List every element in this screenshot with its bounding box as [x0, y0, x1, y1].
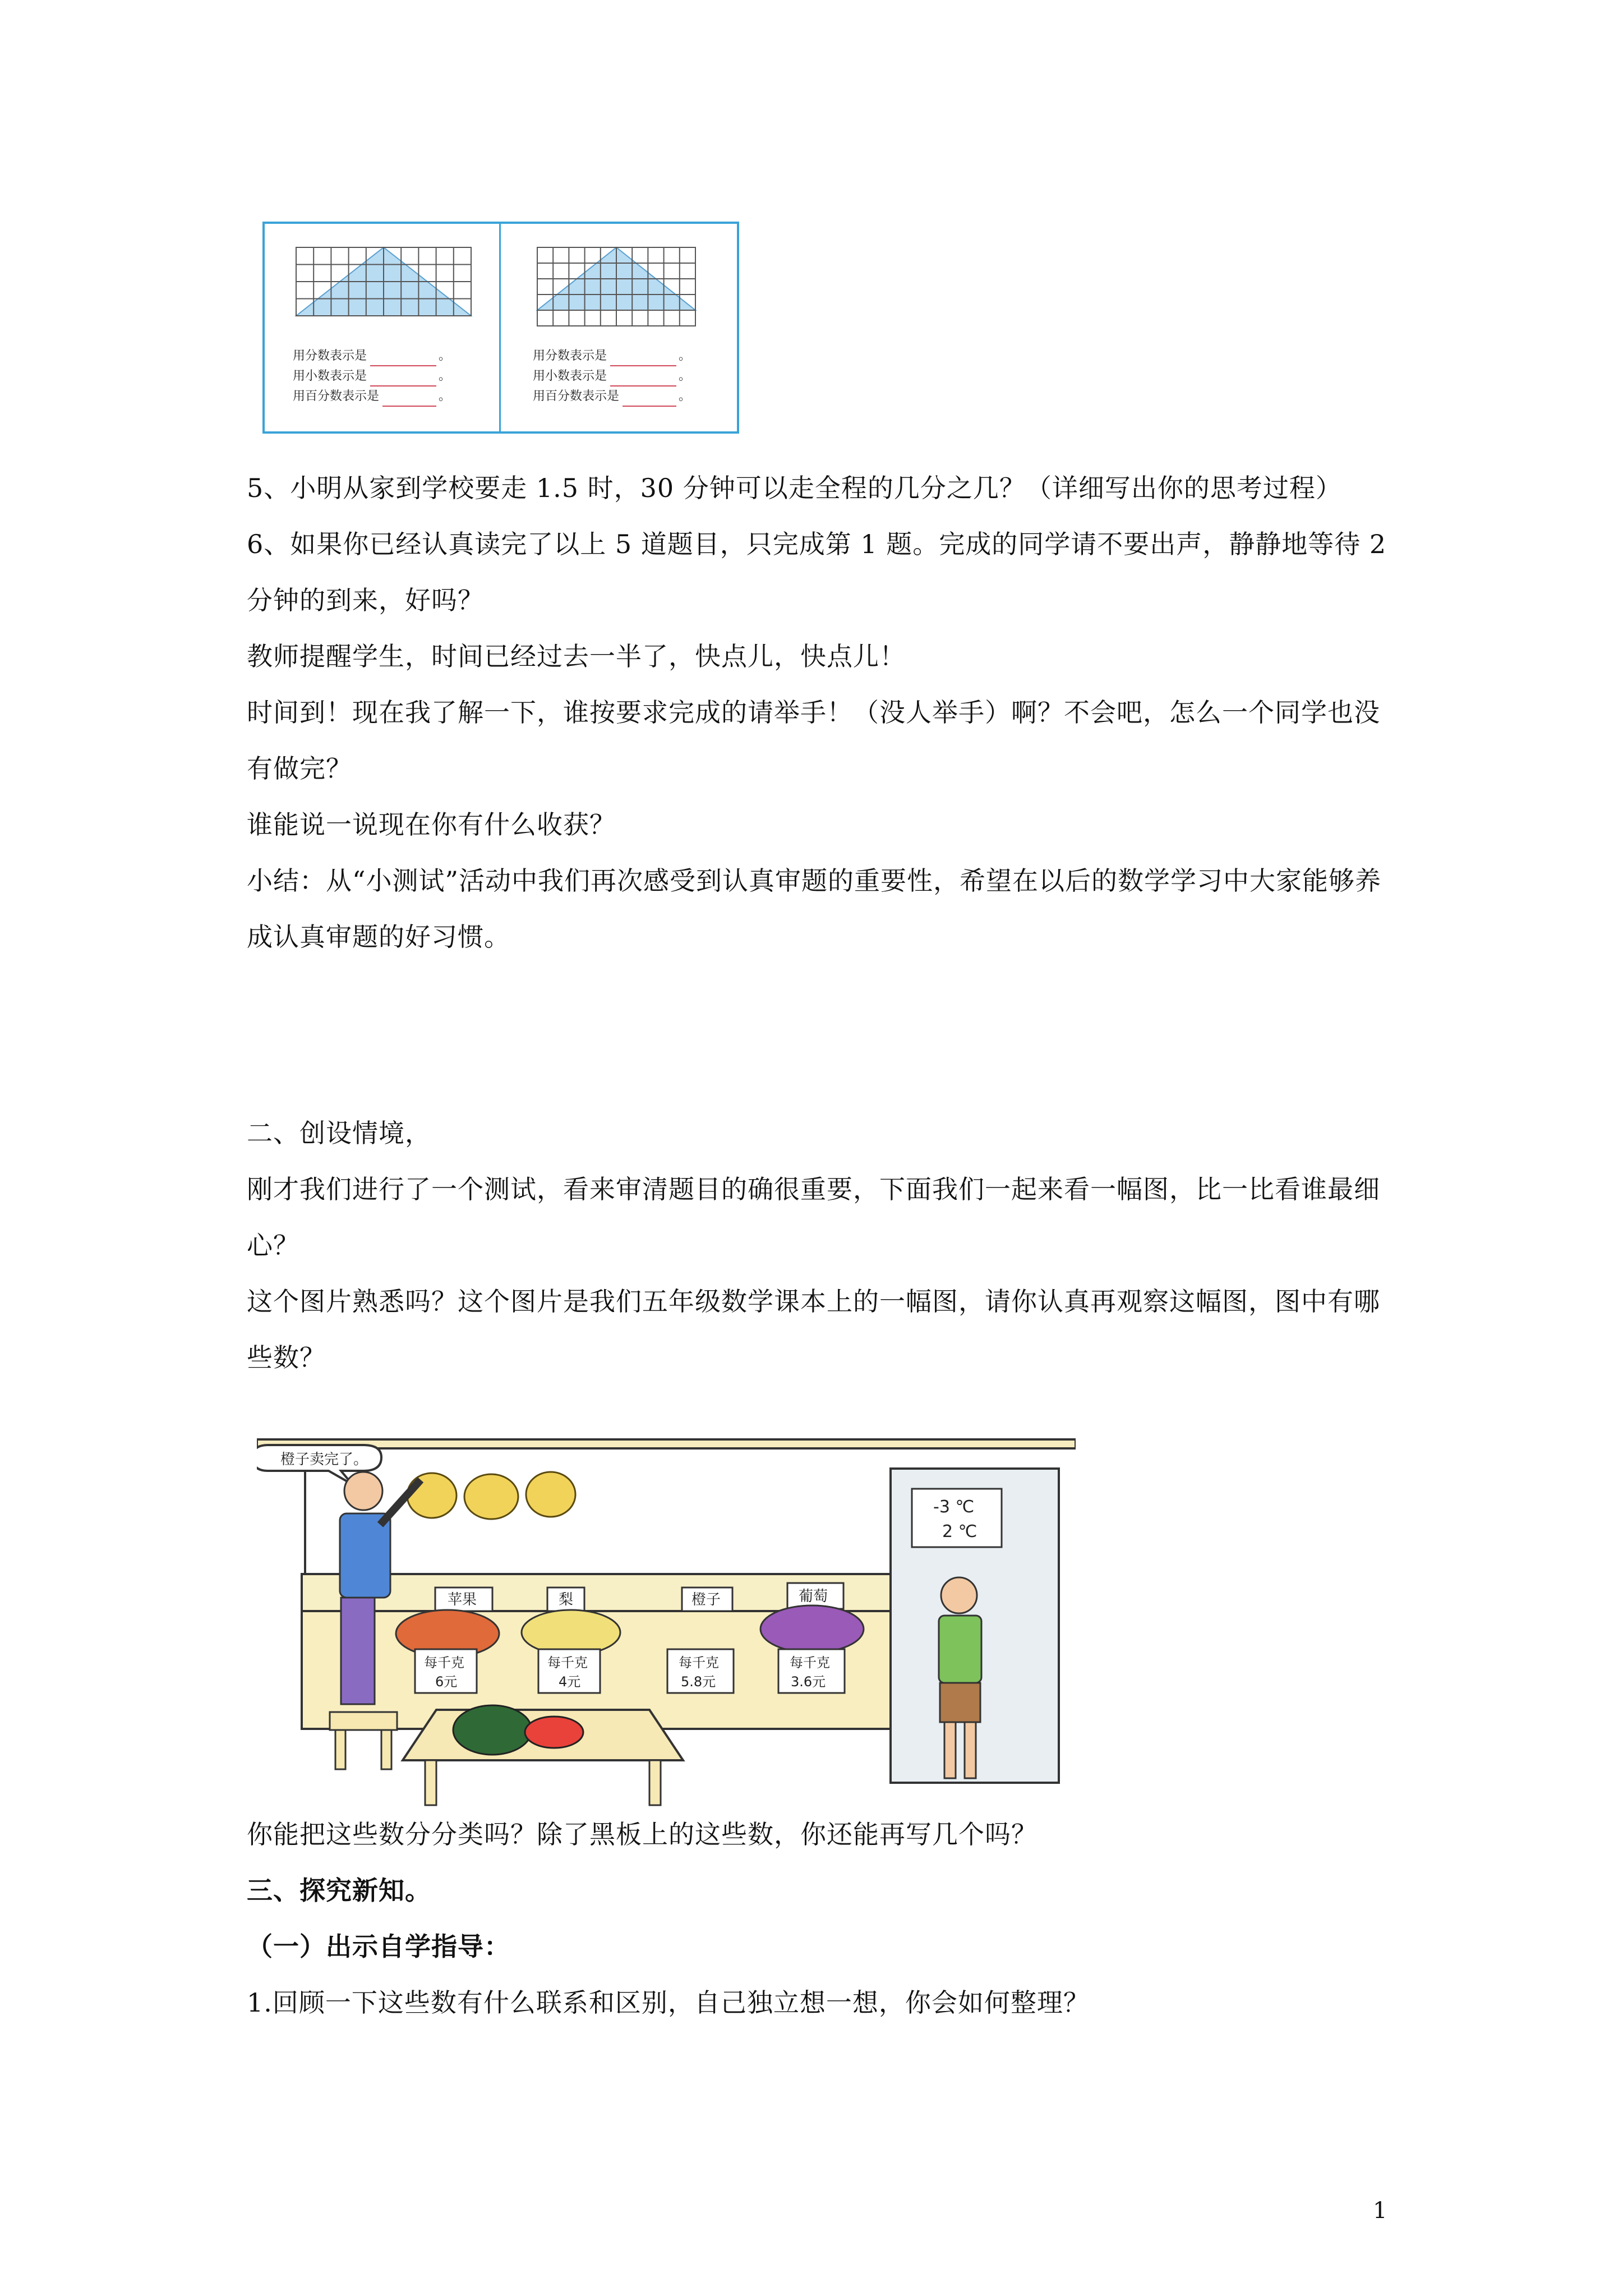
panel-divider: [499, 224, 501, 431]
harvest-question: 谁能说一说现在你有什么收获？: [247, 809, 616, 840]
self-study-item-1: 1.回顾一下这些数有什么联系和区别，自己独立想一想，你会如何整理？: [247, 1987, 1090, 2018]
answer-blank[interactable]: [370, 374, 436, 386]
question-5: 5、小明从家到学校要走 1.5 时，30 分钟可以走全程的几分之几？（详细写出你的思考过程）: [247, 473, 1342, 503]
answer-blank[interactable]: [610, 354, 676, 366]
teacher-reminder: 教师提醒学生，时间已经过去一半了，快点儿，快点儿！: [247, 641, 906, 671]
watermelon-table: [403, 1705, 683, 1805]
left-answer-lines: [293, 346, 451, 407]
answer-line: 用小数表示是 。: [293, 366, 451, 386]
fruit-stall-illustration: [257, 1429, 1076, 1809]
sign-orange: 橙子: [691, 1591, 721, 1608]
answer-label: 用分数表示是: [533, 349, 607, 363]
grid-fraction-figure: [262, 222, 739, 434]
price-apple: 6元: [435, 1674, 458, 1690]
grape-pile: [760, 1605, 864, 1653]
section-2: [247, 1105, 1391, 1386]
section-2-heading: 二、创设情境，: [247, 1118, 431, 1148]
answer-blank[interactable]: [623, 394, 676, 407]
answer-blank[interactable]: [370, 354, 436, 366]
sign-grape: 葡萄: [799, 1588, 828, 1605]
right-grid: [535, 245, 698, 329]
fridge-temp-1: -3 ℃: [933, 1497, 975, 1517]
top-text: [247, 460, 1391, 965]
pear-pile: [522, 1610, 620, 1655]
answer-label: 用分数表示是: [293, 349, 367, 363]
answer-label: 用百分数表示是: [533, 389, 620, 403]
speech-text: 橙子卖完了。: [280, 1451, 368, 1468]
answer-line: 用小数表示是 。: [533, 366, 691, 386]
answer-line: 用分数表示是 。: [293, 346, 451, 366]
time-up-text: 时间到！现在我了解一下，谁按要求完成的请举手！（没人举手）啊？不会吧，怎么一个同学也没有做完？: [247, 697, 1380, 784]
sign-pear: 梨: [559, 1591, 574, 1608]
answer-blank[interactable]: [610, 374, 676, 386]
answer-label: 用百分数表示是: [293, 389, 380, 403]
answer-label: 用小数表示是: [533, 369, 607, 383]
summary-text: 小结：从“小测试”活动中我们再次感受到认真审题的重要性，希望在以后的数学学习中大家能够养成认真审题的好习惯。: [247, 866, 1382, 952]
section-3-subheading: （一）出示自学指导：: [247, 1931, 510, 1962]
answer-blank[interactable]: [382, 394, 436, 407]
section-3-heading: 三、探究新知。: [247, 1875, 431, 1906]
left-grid: [294, 245, 473, 318]
page-number: 1: [1373, 2198, 1387, 2224]
fridge-temp-2: 2 ℃: [942, 1522, 978, 1542]
right-answer-lines: [533, 346, 691, 407]
banana-bunches: [407, 1472, 575, 1519]
sign-apple: 苹果: [448, 1591, 477, 1608]
price-orange-unit: 每千克: [679, 1655, 719, 1671]
price-pear-unit: 每千克: [547, 1655, 588, 1671]
price-grape-unit: 每千克: [790, 1655, 830, 1671]
price-apple-unit: 每千克: [424, 1655, 464, 1671]
answer-line: 用分数表示是 。: [533, 346, 691, 366]
answer-label: 用小数表示是: [293, 369, 367, 383]
answer-line: 用百分数表示是 。: [293, 386, 451, 407]
price-orange: 5.8元: [681, 1674, 716, 1690]
after-image-text: 你能把这些数分分类吗？除了黑板上的这些数，你还能再写几个吗？: [247, 1819, 1038, 1849]
price-pear: 4元: [559, 1674, 581, 1690]
answer-line: 用百分数表示是 。: [533, 386, 691, 407]
price-grape: 3.6元: [791, 1674, 826, 1690]
section-2-para-2: 这个图片熟悉吗？这个图片是我们五年级数学课本上的一幅图，请你认真再观察这幅图，图中有哪些数？: [247, 1286, 1380, 1373]
question-6: 6、如果你已经认真读完了以上 5 道题目，只完成第 1 题。完成的同学请不要出声，静静地等待 2 分钟的到来，好吗？: [247, 529, 1387, 615]
section-2-para-1: 刚才我们进行了一个测试，看来审清题目的确很重要，下面我们一起来看一幅图，比一比看谁最细心？: [247, 1174, 1380, 1260]
section-3: [247, 1806, 1391, 2031]
